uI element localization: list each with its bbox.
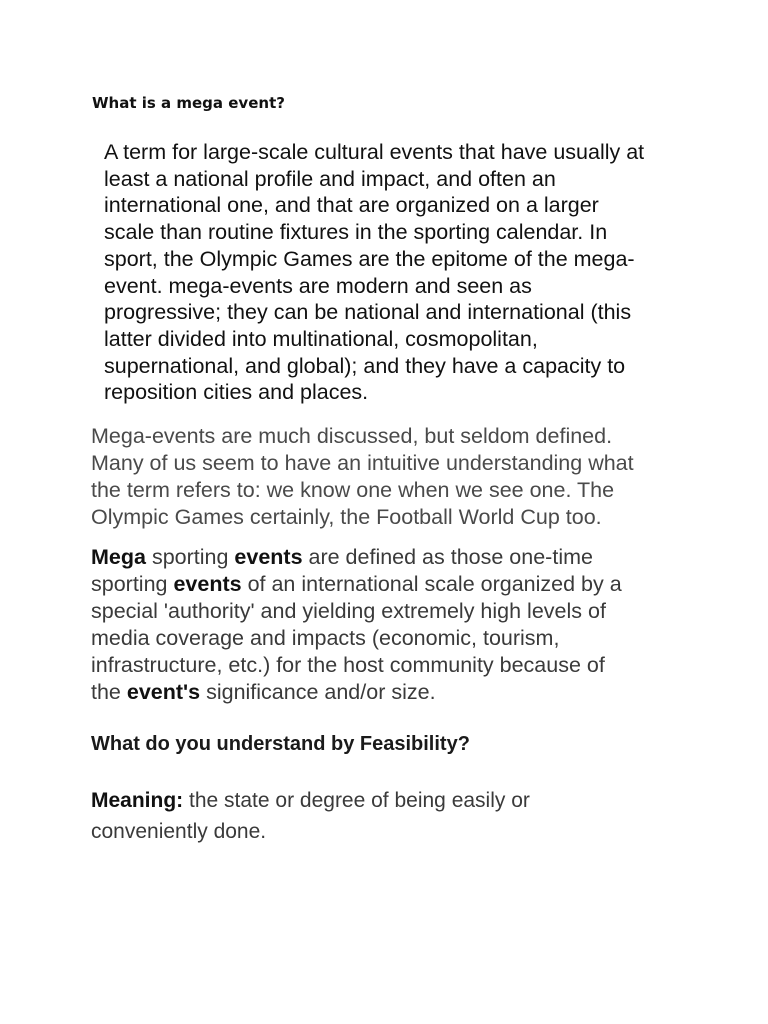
section-heading-mega-event: What is a mega event? bbox=[92, 94, 285, 112]
text-run: of an international scale organized by a bbox=[241, 572, 622, 596]
intro-paragraph: Mega-events are much discussed, but seldom defined. Many of us seem to have an intuitive understanding what the term refers to: we know one when we see one. The Olympic Games certainly, the Football World Cup too. bbox=[91, 424, 634, 529]
definition-paragraph: A term for large-scale cultural events that have usually at least a national profile and impact, and often an international one, and that are organized on a larger scale than routine fixtures in the sporting calendar. In sport, the Olympic Games are the epitome of the mega- event. mega-events are modern and seen as progressive; they can be national and international (this latter divided into multinational, cosmopolitan, supernational, and global); and they have a capacity to reposition cities and places. bbox=[104, 140, 645, 405]
bold-term: events bbox=[173, 572, 242, 596]
text-run: sporting bbox=[91, 572, 174, 596]
bold-term: Mega bbox=[91, 545, 146, 569]
text-run: conveniently done. bbox=[91, 820, 267, 843]
bold-term: events bbox=[234, 545, 303, 569]
text-run: media coverage and impacts (economic, tourism, bbox=[91, 626, 560, 650]
text-run: significance and/or size. bbox=[200, 680, 436, 704]
text-run: sporting bbox=[145, 545, 235, 569]
text-run: are defined as those one-time bbox=[302, 545, 593, 569]
meaning-label: Meaning: bbox=[91, 789, 184, 812]
sporting-events-paragraph bbox=[91, 544, 711, 706]
section-heading-feasibility: What do you understand by Feasibility? bbox=[91, 733, 470, 755]
text-run: the state or degree of being easily or bbox=[183, 789, 530, 812]
text-run: infrastructure, etc.) for the host community because of bbox=[91, 653, 605, 677]
text-run: special 'authority' and yielding extremely high levels of bbox=[91, 599, 606, 623]
meaning-paragraph bbox=[91, 785, 691, 847]
bold-term: event's bbox=[126, 680, 201, 704]
text-run: the bbox=[91, 680, 127, 704]
